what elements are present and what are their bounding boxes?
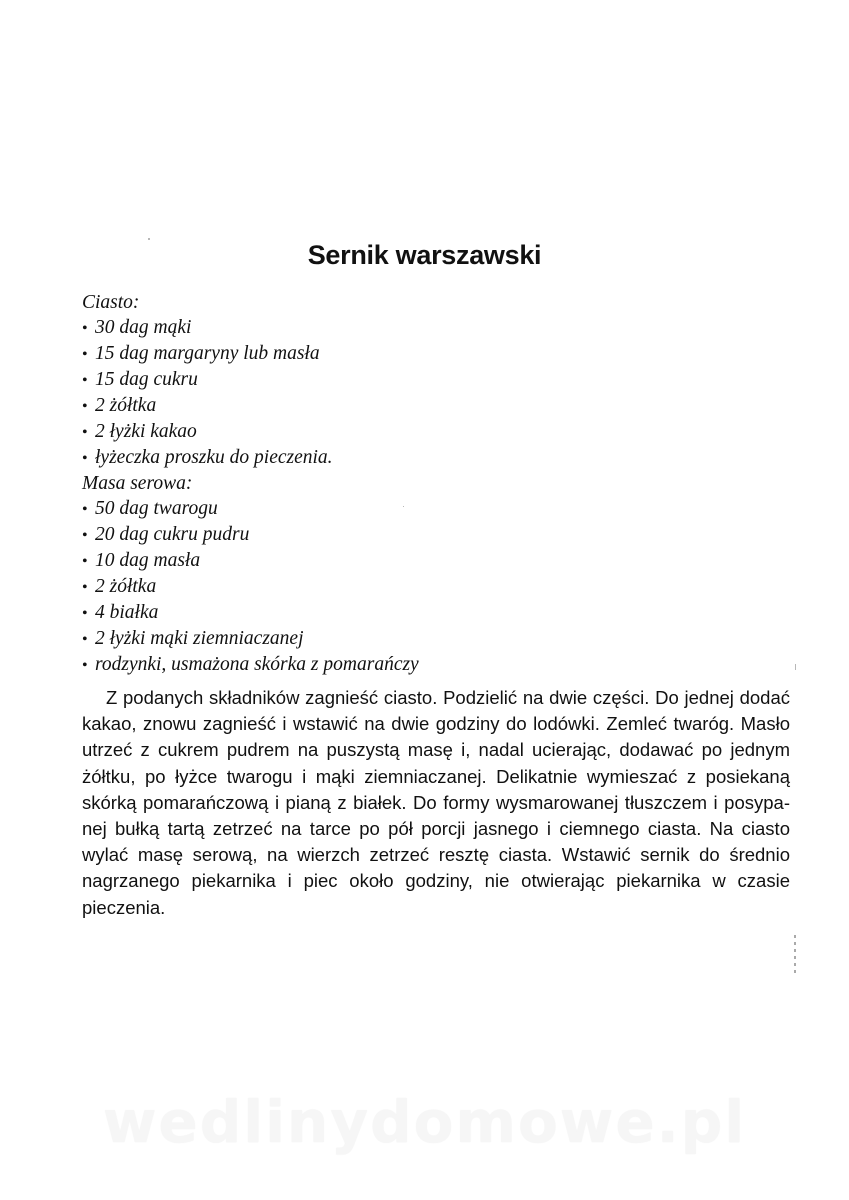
ingredient-item: • 2 łyżki kakao	[82, 419, 702, 445]
ingredient-item: • 50 dag twarogu	[82, 496, 702, 522]
ingredient-item: • 2 żółtka	[82, 574, 702, 600]
cheese-mass-ingredient-list	[82, 496, 702, 678]
scan-speck	[795, 664, 796, 670]
ingredients-section	[82, 290, 702, 678]
ingredient-item: • 2 łyżki mąki ziemniaczanej	[82, 626, 702, 652]
ingredient-item: • 30 dag mąki	[82, 315, 702, 341]
ingredient-item: • 2 żółtka	[82, 393, 702, 419]
dough-label: Ciasto:	[82, 292, 140, 313]
scan-edge-marks	[794, 935, 796, 975]
recipe-title: Sernik warszawski	[307, 240, 542, 270]
ingredient-item: • łyżeczka proszku do pieczenia.	[82, 445, 702, 471]
ingredient-item: • 15 dag cukru	[82, 367, 702, 393]
ingredient-item: • 15 dag margaryny lub masła	[82, 341, 702, 367]
watermark: wedlinydomowe.pl	[102, 1088, 747, 1156]
ingredient-item: • 10 dag masła	[82, 548, 702, 574]
instructions-paragraph: Z podanych składników zagnieść ciasto. Podzielić na dwie części. Do jednej dodać kakao, znowu zagnieść i wstawić na dwie godziny do lodówki. Zemleć twaróg. Masło utrzeć z cukrem pudrem na puszystą masę i, nadal ucierając, dodawać po jednym żółtku, po łyżce twarogu i mąki ziemniaczanej. Delikatnie wymieszać z posiekaną skórką pomarańczową i pianą z białek. Do formy wysmarowanej tłuszczem i posypanej bułką tartą zetrzeć na tarce po pół porcji jasnego i ciemnego ciasta. Na ciasto wylać masę serową, na wierzch zetrzeć resztę ciasta. Wstawić sernik do średnio nagrzanego piekarnika i piec około godziny, nie otwierając piekarnika w czasie pieczenia.	[82, 687, 790, 918]
ingredient-item: • 20 dag cukru pudru	[82, 522, 702, 548]
ingredient-item: • 4 białka	[82, 600, 702, 626]
ingredient-item: • rodzynki, usmażona skórka z pomarańczy	[82, 652, 702, 678]
cheese-mass-label: Masa serowa:	[82, 473, 193, 494]
dough-ingredient-list	[82, 315, 702, 471]
